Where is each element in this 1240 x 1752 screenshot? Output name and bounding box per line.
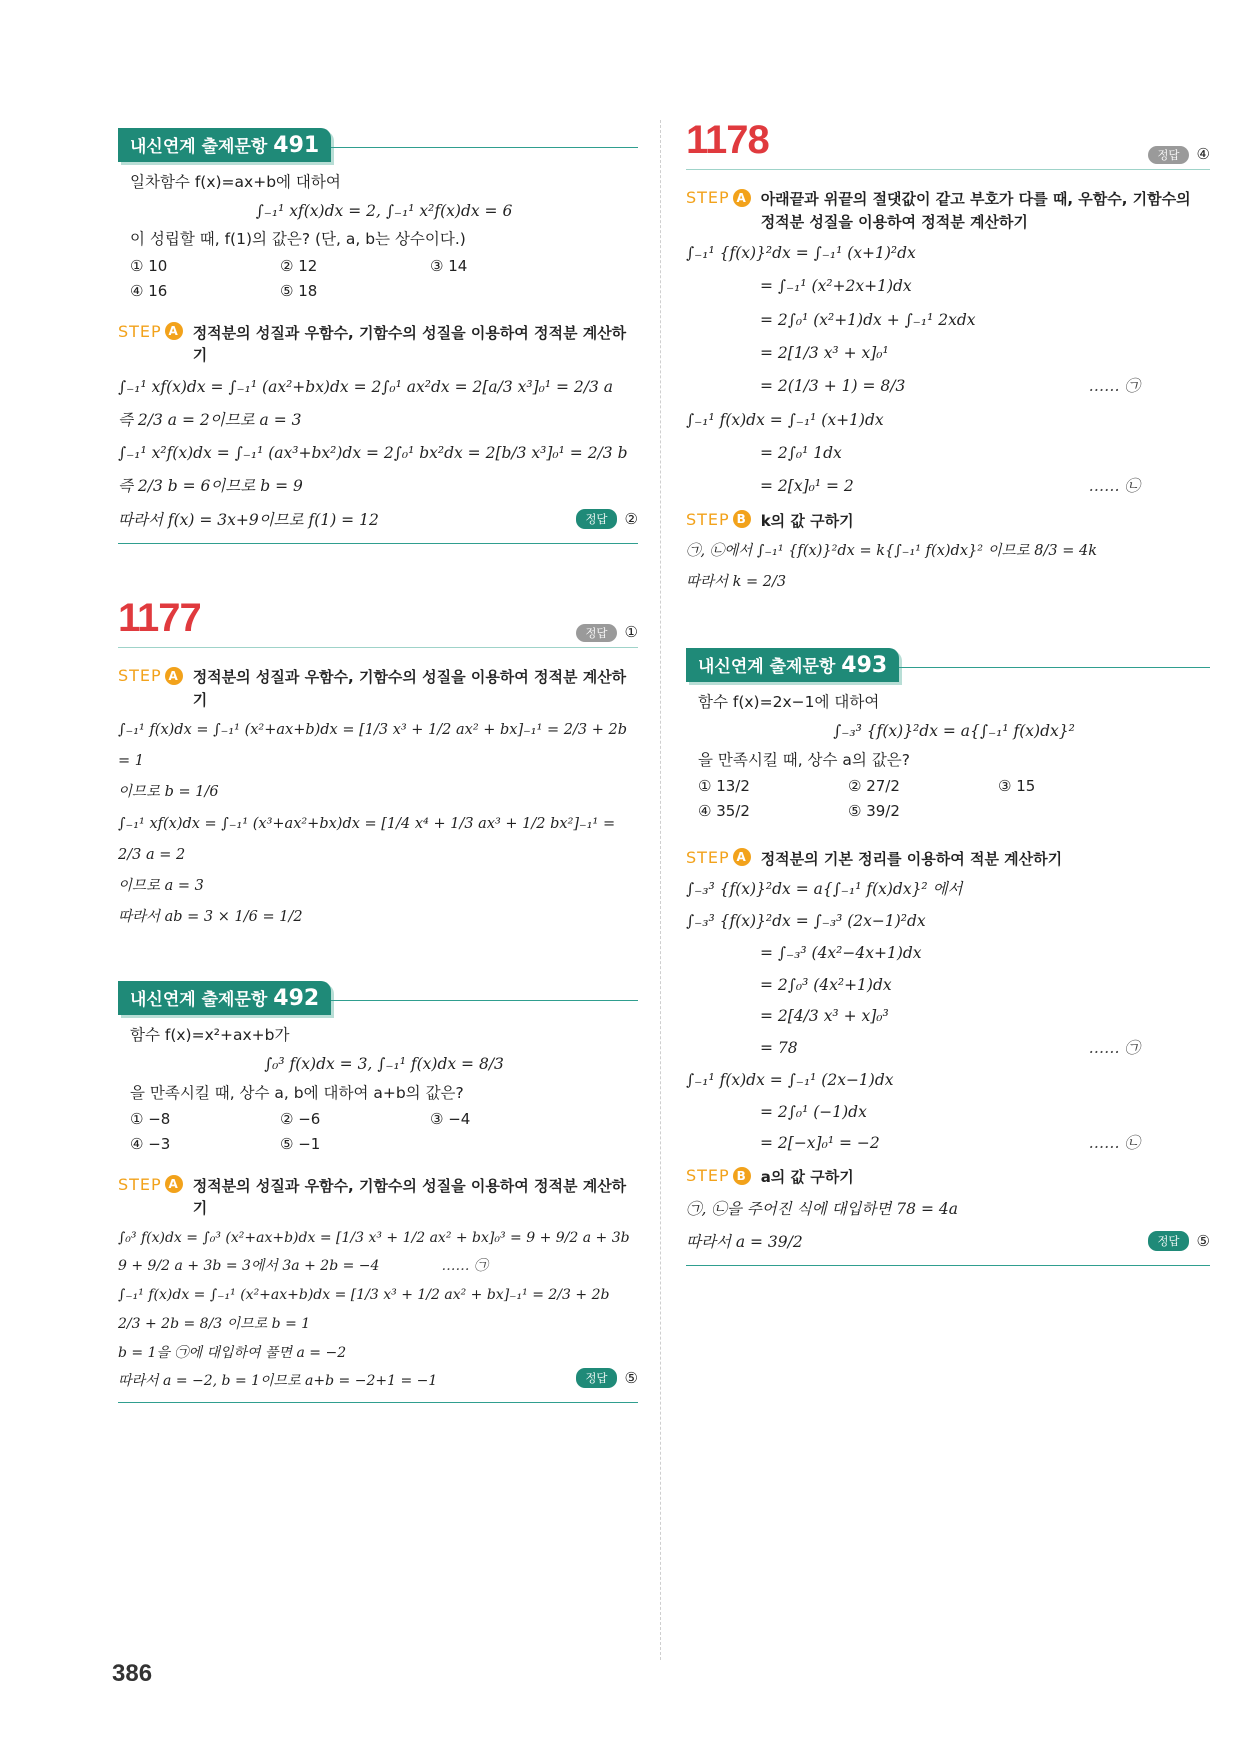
page-number: 386 — [112, 1660, 153, 1687]
answer-mark: ① — [624, 623, 638, 642]
choice-4: ④ −3 — [130, 1135, 171, 1154]
problem-1177-header — [118, 596, 638, 641]
problem-1178-header — [686, 118, 1210, 163]
ref-number: 492 — [273, 986, 320, 1012]
ref-493-problem — [698, 688, 1210, 824]
solution-line: = 2∫₀¹ 1dx — [760, 443, 842, 462]
problem-question: 을 만족시킬 때, 상수 a의 값은? — [698, 750, 910, 769]
choices — [698, 774, 1210, 824]
step-tag: STEP B — [686, 1166, 751, 1185]
problem-condition: ∫₋₁¹ xf(x)dx = 2, ∫₋₁¹ x²f(x)dx = 6 — [255, 201, 513, 220]
section-rule — [118, 1402, 638, 1403]
solution-line: = ∫₋₁¹ (x²+2x+1)dx — [760, 277, 912, 296]
choices — [130, 254, 638, 304]
answer-mark: ⑤ — [1196, 1232, 1210, 1251]
ref-label: 내신연계 출제문항 — [698, 657, 836, 678]
solution-line: = 2[1/3 x³ + x]₀¹ — [760, 343, 889, 362]
step-a — [686, 188, 1210, 233]
step-tag: STEP A — [686, 188, 751, 207]
ref-rule — [331, 147, 638, 148]
step-b — [686, 510, 1210, 533]
problem-number: 1178 — [686, 118, 769, 162]
choice-2: ② 27/2 — [848, 777, 900, 796]
choice-3: ③ 15 — [998, 777, 1036, 796]
solution-line: 9 + 9/2 a + 3b = 3에서 3a + 2b = −4 …… ㉠ — [118, 1252, 638, 1281]
section-rule — [118, 647, 638, 648]
solution-line: 이므로 b = 1/6 — [118, 784, 219, 801]
answer-mark: ② — [624, 510, 638, 529]
step-a — [686, 848, 1210, 871]
step-letter-a: A — [165, 667, 183, 685]
ref-492-problem — [130, 1021, 638, 1157]
solution-line: ∫₋₁¹ xf(x)dx = ∫₋₁¹ (x³+ax²+bx)dx = [1/4 x⁴ + 1/3 ax³ + 1/2 bx²]₋₁¹ = 2/3 a = 2 — [118, 815, 616, 863]
ref-rule — [899, 667, 1210, 668]
ref-493-tab — [686, 648, 899, 682]
solution-line: b = 1을 ㉠에 대입하여 풀면 a = −2 — [118, 1344, 347, 1361]
solution-1177 — [118, 715, 638, 933]
solution-line: 2/3 + 2b = 8/3 이므로 b = 1 — [118, 1315, 311, 1332]
solution-line: 이므로 a = 3 — [118, 877, 204, 894]
answer-badge: 정답 — [576, 1368, 616, 1388]
step-title: a의 값 구하기 — [760, 1168, 854, 1187]
answer-mark: ④ — [1196, 145, 1210, 163]
left-column — [118, 128, 638, 1403]
ref-number: 491 — [273, 133, 320, 158]
step-tag: STEP A — [118, 666, 183, 685]
section-rule — [686, 169, 1210, 170]
solution-line: ∫₋₁¹ f(x)dx = ∫₋₁¹ (x²+ax+b)dx = [1/3 x³ + 1/2 ax² + bx]₋₁¹ = 2/3 + 2b — [118, 1287, 610, 1304]
column-divider — [660, 120, 661, 1660]
equation-marker: …… ㉠ — [1088, 1039, 1140, 1058]
choice-3: ③ −4 — [430, 1110, 471, 1129]
ref-492-tab — [118, 981, 331, 1015]
step-b — [686, 1166, 1210, 1189]
problem-number: 1177 — [118, 596, 201, 641]
step-tag: STEP A — [118, 1175, 183, 1194]
ref-493-header — [686, 648, 1210, 682]
step-a — [118, 666, 638, 711]
answer-mark: ⑤ — [624, 1368, 638, 1387]
solution-line: ∫₋₁¹ x²f(x)dx = ∫₋₁¹ (ax³+bx²)dx = 2∫₀¹ bx²dx = 2[b/3 x³]₀¹ = 2/3 b — [118, 444, 628, 463]
ref-number: 493 — [841, 653, 888, 679]
solution-493 — [686, 874, 1210, 1160]
solution-line: 따라서 k = 2/3 — [686, 574, 787, 591]
answer-badge: 정답 — [1148, 146, 1188, 164]
problem-question: 을 만족시킬 때, 상수 a, b에 대하여 a+b의 값은? — [130, 1083, 464, 1102]
ref-label: 내신연계 출제문항 — [130, 137, 268, 157]
step-title: 정적분의 성질과 우함수, 기함수의 성질을 이용하여 정적분 계산하기 — [192, 1176, 627, 1218]
solution-line: ∫₋₁¹ xf(x)dx = ∫₋₁¹ (ax²+bx)dx = 2∫₀¹ ax²dx = 2[a/3 x³]₀¹ = 2/3 a — [118, 377, 614, 396]
solution-line: = 2[x]₀¹ = 2 …… ㉡ — [686, 470, 1210, 503]
step-letter-a: A — [733, 848, 751, 866]
solution-line: ∫₋₁¹ f(x)dx = ∫₋₁¹ (x+1)dx — [686, 410, 884, 429]
ref-rule — [331, 1000, 638, 1001]
choice-5: ⑤ 18 — [280, 281, 318, 300]
step-letter-a: A — [165, 1175, 183, 1193]
choices — [130, 1107, 638, 1157]
step-tag: STEP B — [686, 510, 751, 529]
solution-line: 따라서 a = 39/2 — [686, 1233, 803, 1252]
ref-label: 내신연계 출제문항 — [130, 990, 268, 1011]
choice-5: ⑤ −1 — [280, 1135, 321, 1154]
ref-491-problem — [130, 168, 638, 304]
step-tag: STEP A — [686, 848, 751, 867]
answer-badge: 정답 — [576, 509, 616, 529]
solution-line: ∫₋₁¹ f(x)dx = ∫₋₁¹ (2x−1)dx — [686, 1070, 894, 1089]
step-title: k의 값 구하기 — [760, 511, 854, 530]
solution-line: 따라서 f(x) = 3x+9이므로 f(1) = 12 — [118, 510, 379, 529]
ref-491-header — [118, 128, 638, 162]
solution-line: = 2(1/3 + 1) = 8/3 …… ㉠ — [686, 370, 1210, 403]
step-letter-b: B — [733, 1167, 751, 1185]
choice-1: ① −8 — [130, 1110, 171, 1129]
step-tag: STEP A — [118, 322, 183, 341]
choice-3: ③ 14 — [430, 257, 468, 276]
solution-line: ㉠, ㉡에서 ∫₋₁¹ {f(x)}²dx = k{∫₋₁¹ f(x)dx}² 이므로 8/3 = 4k — [686, 543, 1097, 559]
solution-line: ∫₋₃³ {f(x)}²dx = ∫₋₃³ (2x−1)²dx — [686, 912, 926, 931]
solution-line: = ∫₋₃³ (4x²−4x+1)dx — [760, 943, 922, 962]
solution-line: = 2[−x]₀¹ = −2 …… ㉡ — [686, 1128, 1210, 1160]
solution-line: ∫₋₃³ {f(x)}²dx = a{∫₋₁¹ f(x)dx}² 에서 — [686, 880, 963, 899]
step-title: 정적분의 성질과 우함수, 기함수의 성질을 이용하여 정적분 계산하기 — [192, 323, 627, 365]
solution-line: ∫₋₁¹ {f(x)}²dx = ∫₋₁¹ (x+1)²dx — [686, 244, 916, 262]
section-rule — [118, 543, 638, 544]
solution-line: 따라서 ab = 3 × 1/6 = 1/2 — [118, 909, 303, 926]
step-letter-b: B — [733, 510, 751, 528]
solution-line: ∫₀³ f(x)dx = ∫₀³ (x²+ax+b)dx = [1/3 x³ + 1/2 ax² + bx]₀³ = 9 + 9/2 a + 3b — [118, 1229, 630, 1246]
equation-marker: …… ㉡ — [1088, 477, 1140, 496]
solution-line: ∫₋₁¹ f(x)dx = ∫₋₁¹ (x²+ax+b)dx = [1/3 x³ + 1/2 ax² + bx]₋₁¹ = 2/3 + 2b = 1 — [118, 722, 627, 770]
problem-condition: ∫₀³ f(x)dx = 3, ∫₋₁¹ f(x)dx = 8/3 — [264, 1054, 504, 1073]
step-title: 정적분의 성질과 우함수, 기함수의 성질을 이용하여 정적분 계산하기 — [192, 668, 627, 709]
solution-line: 즉 2/3 b = 6이므로 b = 9 — [118, 477, 303, 496]
equation-marker: …… ㉠ — [1088, 377, 1140, 396]
choice-5: ⑤ 39/2 — [848, 802, 900, 821]
solution-line: = 2∫₀¹ (x²+1)dx + ∫₋₁¹ 2xdx — [760, 310, 976, 329]
right-column — [686, 118, 1210, 1266]
problem-intro: 일차함수 f(x)=ax+b에 대하여 — [130, 173, 341, 191]
answer-badge: 정답 — [1148, 1231, 1188, 1251]
choice-4: ④ 35/2 — [698, 802, 750, 821]
answer-badge: 정답 — [576, 624, 616, 642]
ref-492-header — [118, 981, 638, 1015]
solution-line: = 2[4/3 x³ + x]₀³ — [760, 1007, 889, 1026]
step-letter-a: A — [165, 322, 183, 340]
solution-1178-b — [686, 536, 1210, 598]
problem-intro: 함수 f(x)=2x−1에 대하여 — [698, 693, 880, 712]
step-a — [118, 322, 638, 367]
problem-question: 이 성립할 때, f(1)의 값은? (단, a, b는 상수이다.) — [130, 230, 466, 249]
equation-marker: …… ㉠ — [441, 1258, 488, 1275]
solution-line: ㉠, ㉡을 주어진 식에 대입하면 78 = 4a — [686, 1199, 958, 1218]
problem-condition: ∫₋₃³ {f(x)}²dx = a{∫₋₁¹ f(x)dx}² — [833, 722, 1075, 741]
solution-line: = 78 …… ㉠ — [686, 1033, 1210, 1065]
choice-2: ② 12 — [280, 257, 318, 276]
section-rule — [686, 1265, 1210, 1266]
solution-line: 즉 2/3 a = 2이므로 a = 3 — [118, 410, 302, 429]
choice-4: ④ 16 — [130, 281, 168, 300]
ref-491-tab — [118, 128, 331, 162]
step-letter-a: A — [733, 189, 751, 207]
problem-intro: 함수 f(x)=x²+ax+b가 — [130, 1026, 290, 1045]
equation-marker: …… ㉡ — [1088, 1134, 1140, 1153]
solution-line: = 2∫₀³ (4x²+1)dx — [760, 975, 892, 994]
solution-1178 — [686, 237, 1210, 504]
step-title: 정적분의 기본 정리를 이용하여 적분 계산하기 — [760, 849, 1063, 868]
step-title: 아래끝과 위끝의 절댓값이 같고 부호가 다를 때, 우함수, 기함수의 정적분 성질을 이용하여 정적분 계산하기 — [760, 190, 1191, 231]
choice-1: ① 13/2 — [698, 777, 750, 796]
solution-line: 따라서 a = −2, b = 1이므로 a+b = −2+1 = −1 — [118, 1373, 438, 1390]
solution-line: = 2∫₀¹ (−1)dx — [760, 1102, 867, 1121]
choice-2: ② −6 — [280, 1110, 321, 1129]
choice-1: ① 10 — [130, 257, 168, 276]
step-a — [118, 1175, 638, 1220]
